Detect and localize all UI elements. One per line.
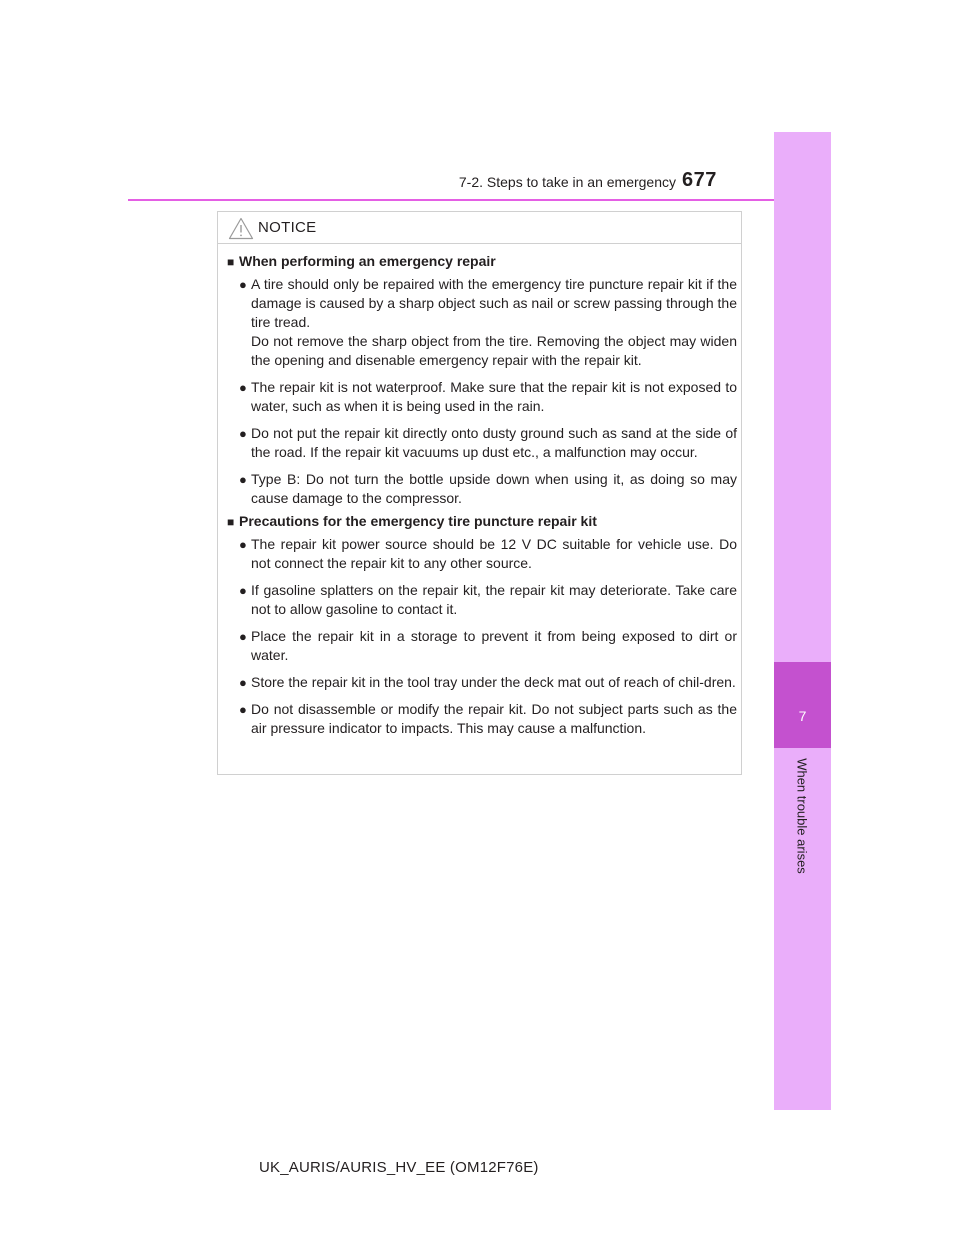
list-item-text: Place the repair kit in a storage to prevent it from being exposed to dirt or water. bbox=[251, 628, 737, 663]
section-title: 7-2. Steps to take in an emergency bbox=[458, 174, 676, 190]
round-bullet-icon: ● bbox=[239, 629, 247, 644]
list-item bbox=[227, 673, 737, 692]
list-item-text: Type B: Do not turn the bottle upside down when using it, as doing so may cause damage to the compressor. bbox=[251, 471, 737, 506]
list-item-text: The repair kit is not waterproof. Make sure that the repair kit is not exposed to water, such as when it is being used in the rain. bbox=[251, 379, 737, 414]
list-item bbox=[227, 424, 737, 462]
notice-content bbox=[227, 252, 737, 746]
list-item-text: A tire should only be repaired with the emergency tire puncture repair kit if the damage is caused by a sharp object such as nail or screw passing through the tire tread. Do not remove the sharp object from the tire. Removing the object may widen the opening and disenable emergency repair with the repair kit. bbox=[251, 276, 737, 368]
round-bullet-icon: ● bbox=[239, 380, 247, 395]
list-item bbox=[227, 535, 737, 573]
list-item-text: Do not put the repair kit directly onto dusty ground such as sand at the side of the road. If the repair kit vacuums up dust etc., a malfunction may occur. bbox=[251, 425, 737, 460]
notice-box bbox=[217, 211, 742, 775]
section-heading: ■ When performing an emergency repair bbox=[227, 252, 737, 271]
list-item-text: The repair kit power source should be 12 V DC suitable for vehicle use. Do not connect the repair kit to any other source. bbox=[251, 536, 737, 571]
square-bullet-icon: ■ bbox=[227, 255, 235, 269]
list-item-text: Do not disassemble or modify the repair kit. Do not subject parts such as the air pressure indicator to impacts. This may cause a malfunction. bbox=[251, 701, 737, 736]
list-item-text: If gasoline splatters on the repair kit, the repair kit may deteriorate. Take care not to allow gasoline to contact it. bbox=[251, 582, 737, 617]
list-item bbox=[227, 700, 737, 738]
list-item bbox=[227, 470, 737, 508]
model-code-footer: UK_AURIS/AURIS_HV_EE (OM12F76E) bbox=[259, 1159, 539, 1176]
chapter-side-tab bbox=[774, 132, 831, 1110]
list-item bbox=[227, 275, 737, 370]
list-item bbox=[227, 627, 737, 665]
header-rule bbox=[128, 199, 831, 201]
chapter-number: 7 bbox=[798, 708, 807, 724]
round-bullet-icon: ● bbox=[239, 537, 247, 552]
page-number: 677 bbox=[682, 169, 717, 191]
round-bullet-icon: ● bbox=[239, 675, 247, 690]
round-bullet-icon: ● bbox=[239, 277, 247, 292]
section-heading: ■ Precautions for the emergency tire puncture repair kit bbox=[227, 512, 737, 531]
square-bullet-icon: ■ bbox=[227, 515, 235, 529]
list-item bbox=[227, 378, 737, 416]
round-bullet-icon: ● bbox=[239, 426, 247, 441]
list-item-text: Store the repair kit in the tool tray under the deck mat out of reach of chil-dren. bbox=[251, 674, 736, 690]
chapter-number-tab bbox=[774, 662, 831, 748]
notice-title: NOTICE bbox=[258, 219, 317, 236]
chapter-title: When trouble arises bbox=[794, 758, 810, 874]
warning-triangle-icon bbox=[228, 217, 254, 240]
round-bullet-icon: ● bbox=[239, 702, 247, 717]
round-bullet-icon: ● bbox=[239, 583, 247, 598]
notice-header bbox=[218, 212, 741, 244]
list-item bbox=[227, 581, 737, 619]
round-bullet-icon: ● bbox=[239, 472, 247, 487]
